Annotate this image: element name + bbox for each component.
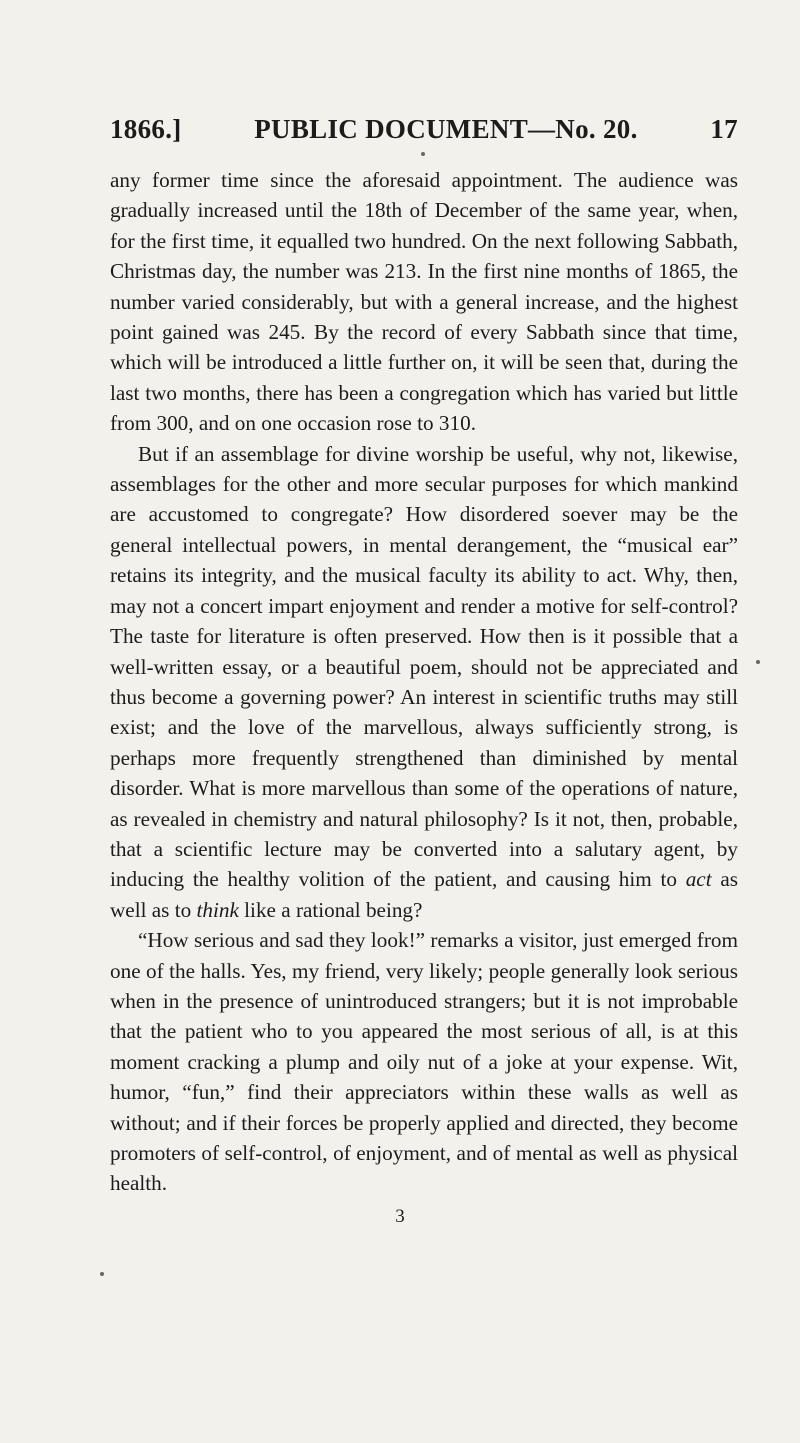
page-number: 17: [710, 114, 738, 144]
paragraph-3: [110, 925, 738, 1199]
ink-speck: [756, 660, 760, 664]
text-run: any former time since the aforesaid appointment. The audience was gradually increased until the 18th of December of the same year, when, for the first time, it equalled two hundred. On the next following Sabbath, Christmas day, the number was 213. In the first nine months of 1865, the number varied considerably, but with a general increase, and the highest point gained was 245. By the record of every Sabbath since that time, which will be introduced a little further on, it will be seen that, during the last two months, there has been a congregation which has varied but little from 300, and on one occasion rose to 310.: [110, 168, 738, 436]
text-run: “How serious and sad they look!” remarks a visitor, just emerged from one of the halls. Yes, my friend, very likely; people generally look serious when in the presence of unintroduced strangers; but it is not improbable that the patient who to you appeared the most serious of all, is at this moment cracking a plump and oily nut of a joke at your expense. Wit, humor, “fun,” find their appreciators within these walls as well as without; and if their forces be properly applied and directed, they become promoters of self-control, of enjoyment, and of mental as well as physical health.: [110, 928, 738, 1196]
emphasis-text: think: [196, 897, 239, 922]
signature-mark: 3: [395, 1206, 405, 1227]
body-text: [110, 165, 738, 1199]
text-run: But if an assemblage for divine worship be useful, why not, likewise, assemblages for the other and more secular purposes for which mankind are accustomed to congregate? How disordered soever may be the general intellectual powers, in mental derangement, the “musical ear” retains its integrity, and the musical faculty its ability to act. Why, then, may not a concert impart enjoyment and render a motive for self-control? The taste for literature is often preserved. How then is it possible that a well-written essay, or a beautiful poem, should not be appreciated and thus become a governing power? An interest in scientific truths may still exist; and the love of the marvellous, always sufficiently strong, is perhaps more frequently strengthened than diminished by mental disorder. What is more marvellous than some of the operations of nature, as revealed in chemistry and natural philosophy? Is it not, then, probable, that a scientific lecture may be converted into a salutary agent, by inducing the healthy volition of the patient, and causing him to: [110, 441, 738, 892]
emphasis-text: act: [685, 867, 712, 892]
ink-speck: [100, 1272, 104, 1276]
paragraph-2: [110, 439, 738, 926]
text-run: as well as to: [110, 867, 738, 922]
paragraph-1: [110, 165, 738, 439]
running-header: [110, 114, 738, 145]
ink-speck: [421, 152, 425, 156]
header-title: PUBLIC DOCUMENT—No. 20.: [254, 114, 638, 144]
header-year: 1866.]: [110, 114, 182, 144]
text-run: like a rational being?: [238, 897, 423, 922]
